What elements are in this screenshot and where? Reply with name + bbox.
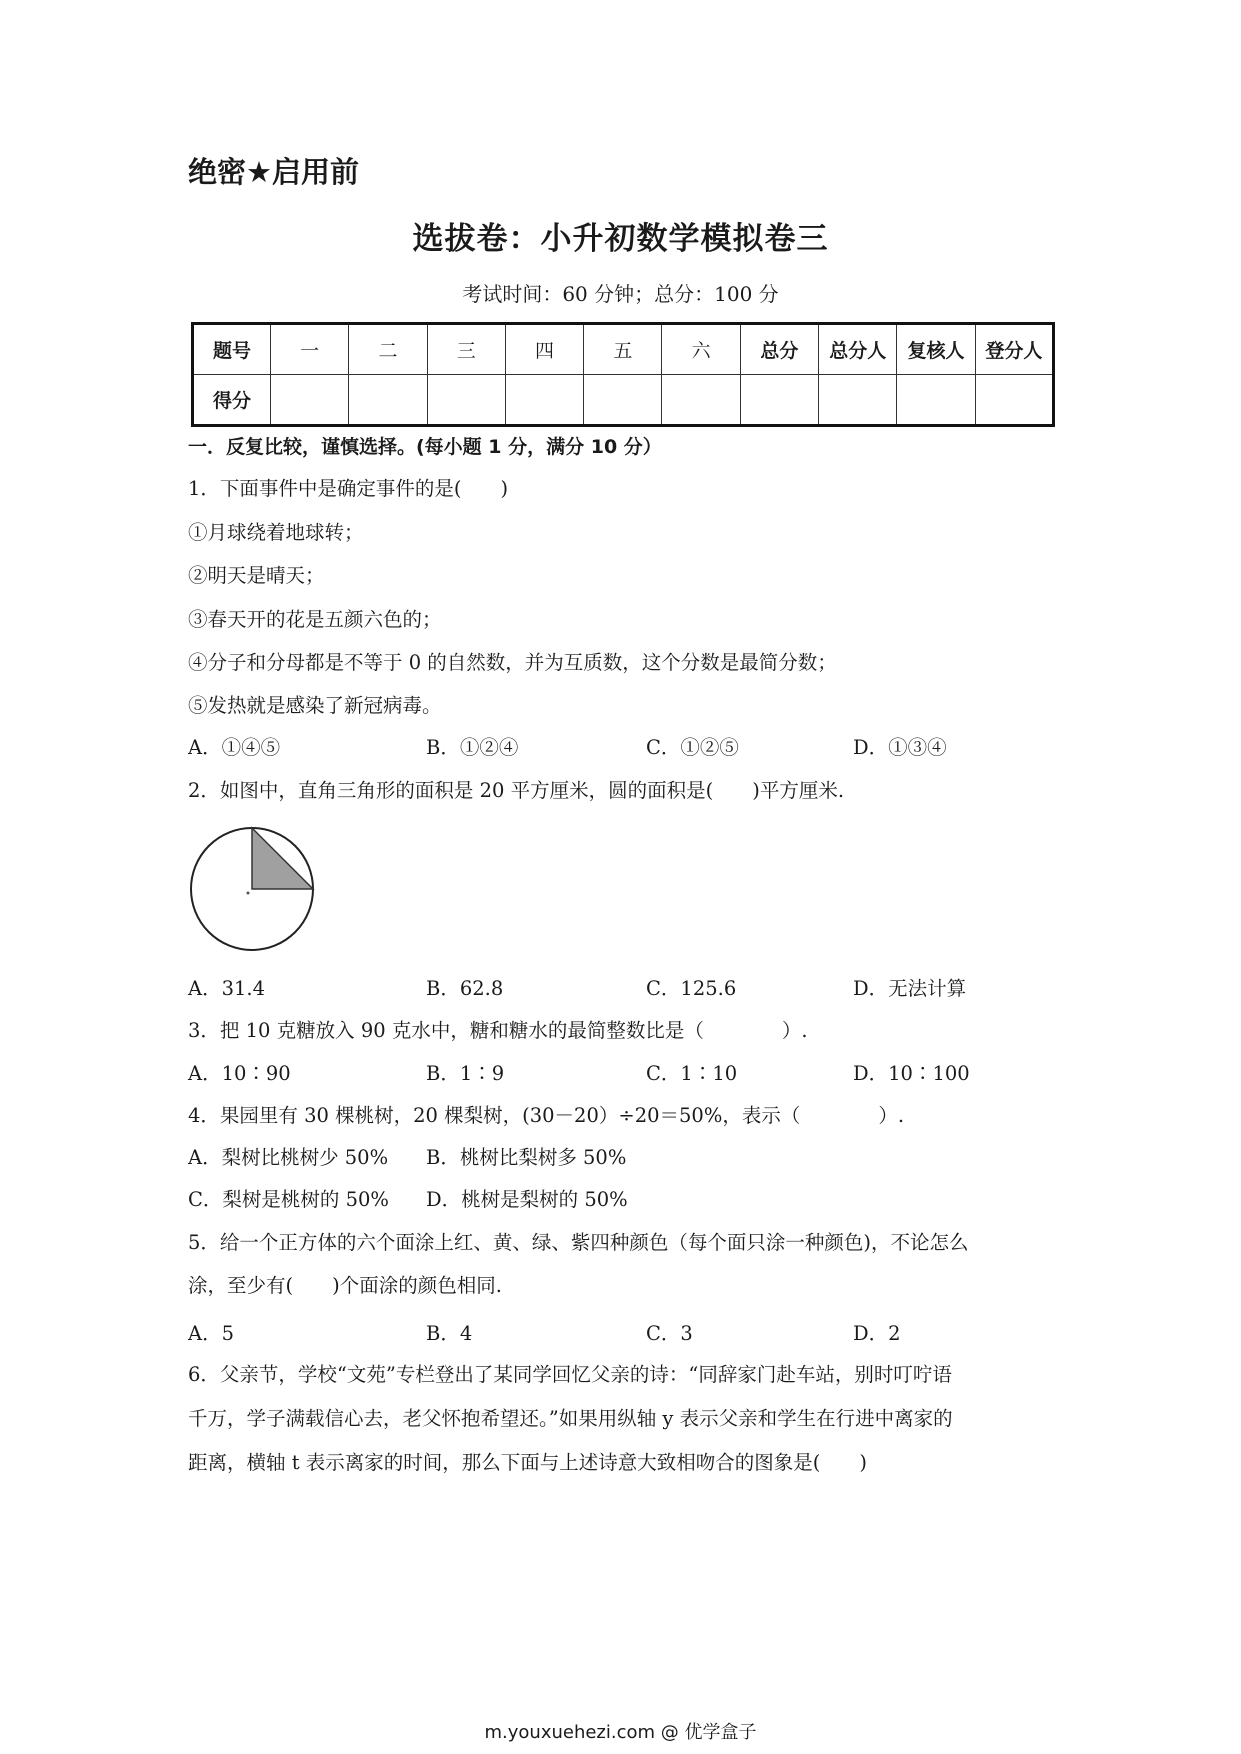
question-5-stem-line-2: 涂，至少有( )个面涂的颜色相同. (188, 1274, 502, 1297)
question-1-item: ⑤发热就是感染了新冠病毒。 (188, 694, 442, 717)
question-6-stem-line-1: 6．父亲节，学校“文苑”专栏登出了某同学回忆父亲的诗：“同辞家门赴车站，别时叮咛语 (188, 1363, 952, 1386)
question-2-option-c: C．125.6 (646, 977, 737, 1000)
figure-center-dot (247, 892, 250, 895)
score-header-cell: 题号 (193, 324, 271, 375)
question-3-option-a: A．10∶90 (188, 1062, 291, 1085)
question-1-option-a: A．①④⑤ (188, 736, 281, 759)
question-2-stem: 2．如图中，直角三角形的面积是 20 平方厘米，圆的面积是( )平方厘米. (188, 779, 845, 802)
question-1-option-b: B．①②④ (426, 736, 519, 759)
score-row-label: 得分 (193, 375, 271, 426)
question-2-option-d: D．无法计算 (853, 977, 967, 1000)
score-table-header-row (193, 324, 1054, 375)
question-4-option-d: D．桃树是梨树的 50% (426, 1188, 628, 1211)
circle-triangle-figure (188, 823, 318, 953)
score-header-cell: 总分 (740, 324, 818, 375)
question-1-item: ②明天是晴天； (188, 564, 325, 587)
score-header-cell: 六 (662, 324, 740, 375)
question-1-option-d: D．①③④ (853, 736, 947, 759)
question-5-stem-line-1: 5．给一个正方体的六个面涂上红、黄、绿、紫四种颜色（每个面只涂一种颜色)，不论怎么 (188, 1231, 969, 1254)
question-3-option-b: B．1∶9 (426, 1062, 505, 1085)
section-heading: 一．反复比较，谨慎选择。(每小题 1 分，满分 10 分） (188, 436, 662, 458)
question-4-stem: 4．果园里有 30 棵桃树，20 棵梨树，(30－20）÷20＝50%，表示（ ）. (188, 1104, 905, 1127)
score-header-cell: 二 (349, 324, 427, 375)
question-4-option-a: A．梨树比桃树少 50% (188, 1146, 389, 1169)
score-cell (819, 375, 897, 426)
question-2-option-b: B．62.8 (426, 977, 504, 1000)
question-6-stem-line-2: 千万，学子满载信心去，老父怀抱希望还。”如果用纵轴 y 表示父亲和学生在行进中离家的 (188, 1407, 953, 1430)
question-2-option-a: A．31.4 (188, 977, 266, 1000)
question-1-option-c: C．①②⑤ (646, 736, 739, 759)
question-1-stem: 1．下面事件中是确定事件的是( ) (188, 477, 509, 500)
score-table (191, 322, 1055, 427)
score-cell (662, 375, 740, 426)
question-4-option-b: B．桃树比梨树多 50% (426, 1146, 627, 1169)
footer-watermark[interactable]: m.youxuehezi.com @ 优学盒子 (484, 1722, 757, 1743)
score-cell (427, 375, 505, 426)
score-cell (271, 375, 349, 426)
score-header-cell: 三 (427, 324, 505, 375)
question-5-option-c: C．3 (646, 1322, 693, 1345)
score-cell (897, 375, 975, 426)
question-6-stem-line-3: 距离，横轴 t 表示离家的时间，那么下面与上述诗意大致相吻合的图象是( ) (188, 1451, 867, 1474)
score-table-score-row (193, 375, 1054, 426)
score-header-cell: 五 (584, 324, 662, 375)
secret-label: 绝密★启用前 (188, 155, 359, 189)
question-1-item: ①月球绕着地球转； (188, 521, 364, 544)
score-header-cell: 四 (505, 324, 583, 375)
exam-info: 考试时间：60 分钟；总分：100 分 (462, 282, 779, 306)
score-cell (740, 375, 818, 426)
question-5-option-b: B．4 (426, 1322, 473, 1345)
score-header-cell: 总分人 (819, 324, 897, 375)
score-cell (505, 375, 583, 426)
question-4-option-c: C．梨树是桃树的 50% (188, 1188, 389, 1211)
question-5-option-d: D．2 (853, 1322, 901, 1345)
score-cell (975, 375, 1053, 426)
question-1-item: ③春天开的花是五颜六色的； (188, 608, 442, 631)
score-cell (584, 375, 662, 426)
question-3-option-d: D．10∶100 (853, 1062, 970, 1085)
question-5-option-a: A．5 (188, 1322, 234, 1345)
score-cell (349, 375, 427, 426)
score-header-cell: 登分人 (975, 324, 1053, 375)
question-1-item: ④分子和分母都是不等于 0 的自然数，并为互质数，这个分数是最简分数； (188, 651, 837, 674)
question-3-stem: 3．把 10 克糖放入 90 克水中，糖和糖水的最简整数比是（ ）. (188, 1019, 808, 1042)
score-header-cell: 一 (271, 324, 349, 375)
page-title: 选拔卷：小升初数学模拟卷三 (412, 221, 829, 257)
score-header-cell: 复核人 (897, 324, 975, 375)
question-3-option-c: C．1∶10 (646, 1062, 738, 1085)
